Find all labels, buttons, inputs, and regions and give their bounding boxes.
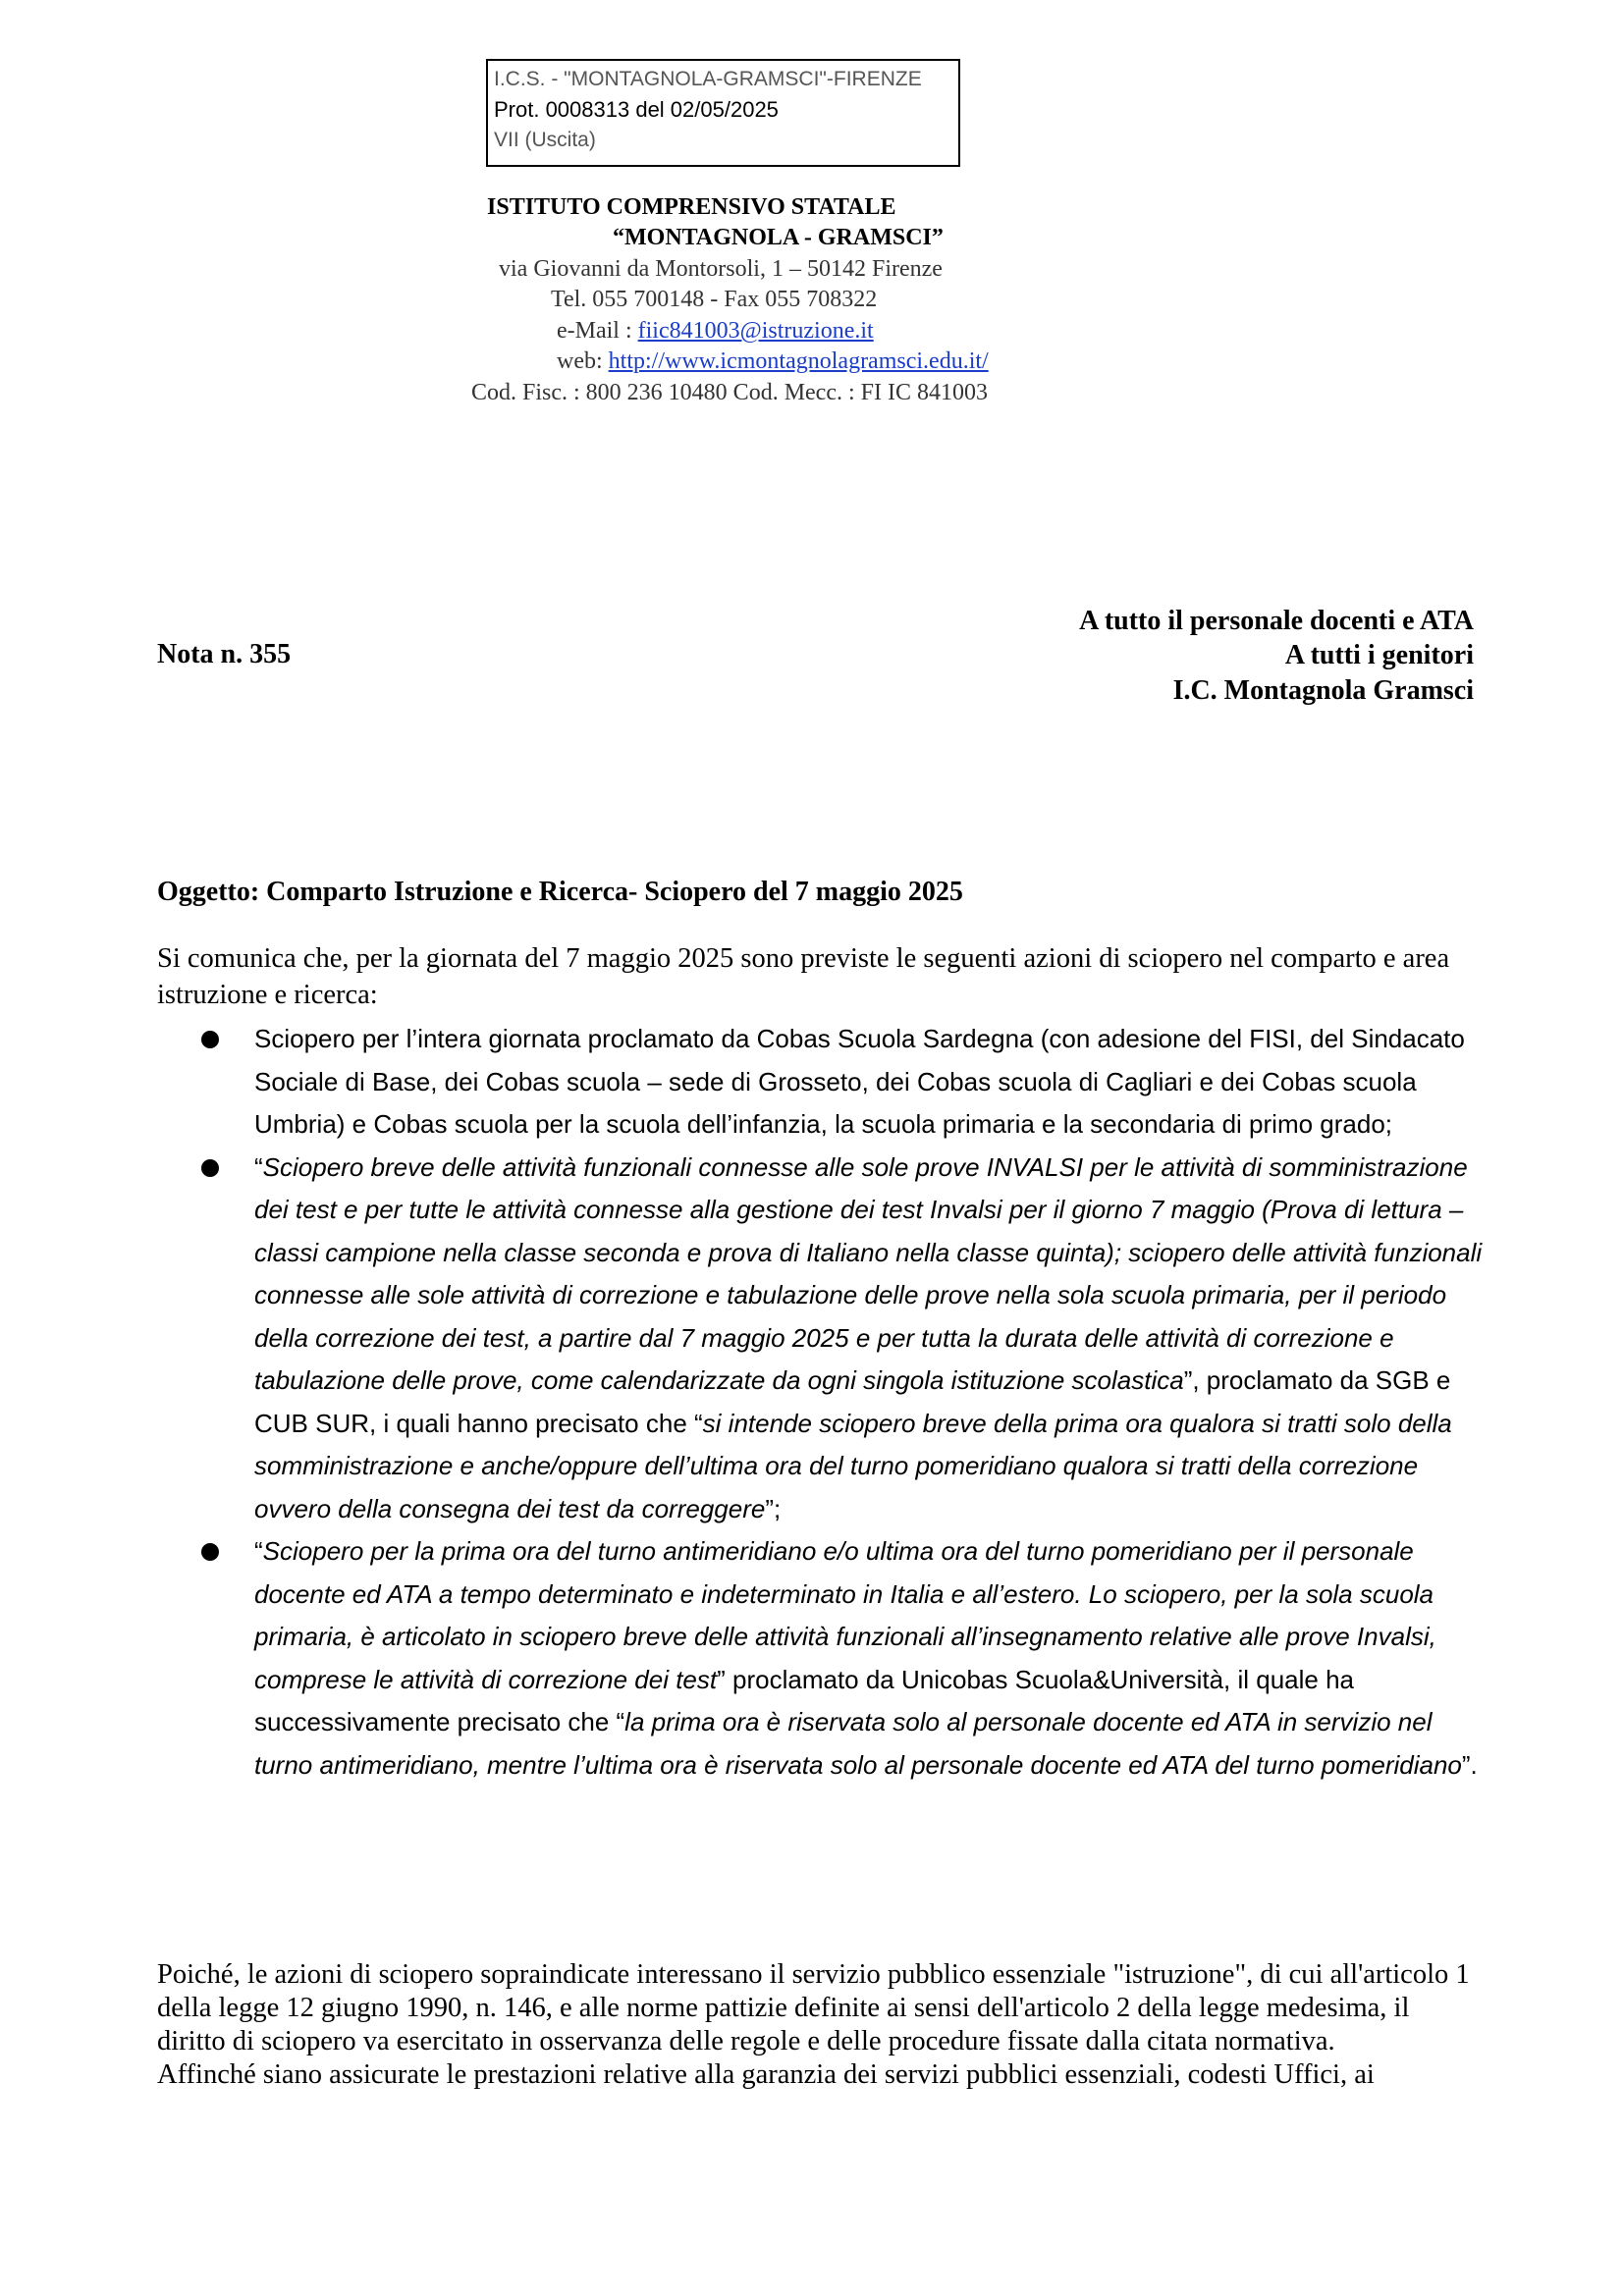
email-link[interactable]: fiic841003@istruzione.it xyxy=(637,318,874,344)
open-quote: “ xyxy=(254,1536,263,1566)
recipient-school: I.C. Montagnola Gramsci xyxy=(1172,675,1474,706)
bullet-3-quote-2: la prima ora è riservata solo al personale docente ed ATA in servizio nel turno antimeridiano, mentre l’ultima ora è riservata solo al personale docente ed ATA del turno pomeridiano xyxy=(254,1707,1462,1780)
body-paragraph-2: Affinché siano assicurate le prestazioni relative alla garanzia dei servizi pubblici essenziali, codesti Uffici, ai xyxy=(157,2059,1375,2090)
bullet-3-mid: ” proclamato da Unicobas Scuola&Università, il quale ha successivamente precisato che “ xyxy=(254,1664,1355,1736)
intro-paragraph: Si comunica che, per la giornata del 7 maggio 2025 sono previste le seguenti azioni di sciopero nel comparto e area istruzione e ricerca: xyxy=(157,943,1450,1010)
bullet-2-mid: ”, proclamato da SGB e CUB SUR, i quali hanno precisato che “ xyxy=(254,1365,1451,1438)
body-paragraph-1: Poiché, le azioni di sciopero sopraindicate interessano il servizio pubblico essenziale "istruzione", di cui all'articolo 1 della legge 12 giugno 1990, n. 146, e alle norme pattizie definite ai sensi dell'articolo 2 della legge medesima, il diritto di sciopero va esercitato in osservanza delle regole e delle procedure fissate dalla citata normativa. xyxy=(157,1959,1470,2056)
school-codes: Cod. Fisc. : 800 236 10480 Cod. Mecc. : FI IC 841003 xyxy=(471,380,988,405)
note-number: Nota n. 355 xyxy=(157,639,292,669)
body-text xyxy=(157,1958,1478,2092)
list-item xyxy=(201,1530,1483,1787)
bullet-icon xyxy=(201,1543,219,1561)
bullet-2-quote-2: si intende sciopero breve della prima ora qualora si tratti solo della somministrazione e anche/oppure dell’ultima ora del turno pomeridiano qualora si tratti della correzione ovvero della consegna dei test da correggere xyxy=(254,1408,1452,1523)
email-label: e-Mail : xyxy=(557,318,638,344)
recipient-staff: A tutto il personale docenti e ATA xyxy=(1079,606,1474,636)
bullet-3-end: ”. xyxy=(1461,1749,1478,1780)
bullet-3-quote-1: Sciopero per la prima ora del turno antimeridiano e/o ultima ora del turno pomeridiano per il personale docente ed ATA a tempo determinato e indeterminato in Italia e all’estero. Lo sciopero, per la sola scuola primaria, è articolato in sciopero breve delle attività funzionali all’insegnamento relative alle prove Invalsi, comprese le attività di correzione dei test xyxy=(254,1536,1436,1694)
subject-line: Oggetto: Comparto Istruzione e Ricerca- Sciopero del 7 maggio 2025 xyxy=(157,877,963,907)
stamp-protocol-number: Prot. 0008313 del 02/05/2025 xyxy=(494,97,779,122)
school-name: “MONTAGNOLA - GRAMSCI” xyxy=(613,225,944,250)
school-web-line xyxy=(557,347,989,376)
stamp-institute: I.C.S. - "MONTAGNOLA-GRAMSCI"-FIRENZE xyxy=(494,68,922,90)
protocol-stamp xyxy=(486,59,960,167)
recipient-parents: A tutti i genitori xyxy=(1284,640,1474,670)
bullet-text-1: Sciopero per l’intera giornata proclamato da Cobas Scuola Sardegna (con adesione del FISI, del Sindacato Sociale di Base, dei Cobas scuola – sede di Grosseto, dei Cobas scuola di Cagliari e dei Cobas scuola Umbria) e Cobas scuola per la scuola dell’infanzia, la scuola primaria e la secondaria di primo grado; xyxy=(254,1024,1465,1139)
school-phone: Tel. 055 700148 - Fax 055 708322 xyxy=(551,287,878,312)
bullet-2-end: ”; xyxy=(765,1493,782,1523)
school-email-line xyxy=(557,316,874,346)
list-item xyxy=(201,1147,1483,1531)
list-item xyxy=(201,1018,1483,1147)
strike-list xyxy=(201,1018,1483,1787)
bullet-icon xyxy=(201,1031,219,1048)
bullet-icon xyxy=(201,1159,219,1177)
web-link[interactable]: http://www.icmontagnolagramsci.edu.it/ xyxy=(608,348,989,374)
institute-name: ISTITUTO COMPRENSIVO STATALE xyxy=(487,194,896,220)
stamp-category: VII (Uscita) xyxy=(494,129,596,151)
school-address: via Giovanni da Montorsoli, 1 – 50142 Firenze xyxy=(499,256,943,282)
open-quote: “ xyxy=(254,1151,263,1182)
web-label: web: xyxy=(557,348,609,374)
bullet-2-quote-1: Sciopero breve delle attività funzionali connesse alle sole prove INVALSI per le attività di somministrazione dei test e per tutte le attività connesse alla gestione dei test Invalsi per il giorno 7 maggio (Prova di lettura – classi campione nella classe seconda e prova di Italiano nella classe quinta); sciopero delle attività funzionali connesse alle sole attività di correzione e tabulazione delle prove nella sola scuola primaria, per il periodo della correzione dei test, a partire dal 7 maggio 2025 e per tutta la durata delle attività di correzione e tabulazione delle prove, come calendarizzate da ogni singola istituzione scolastica xyxy=(254,1151,1483,1395)
